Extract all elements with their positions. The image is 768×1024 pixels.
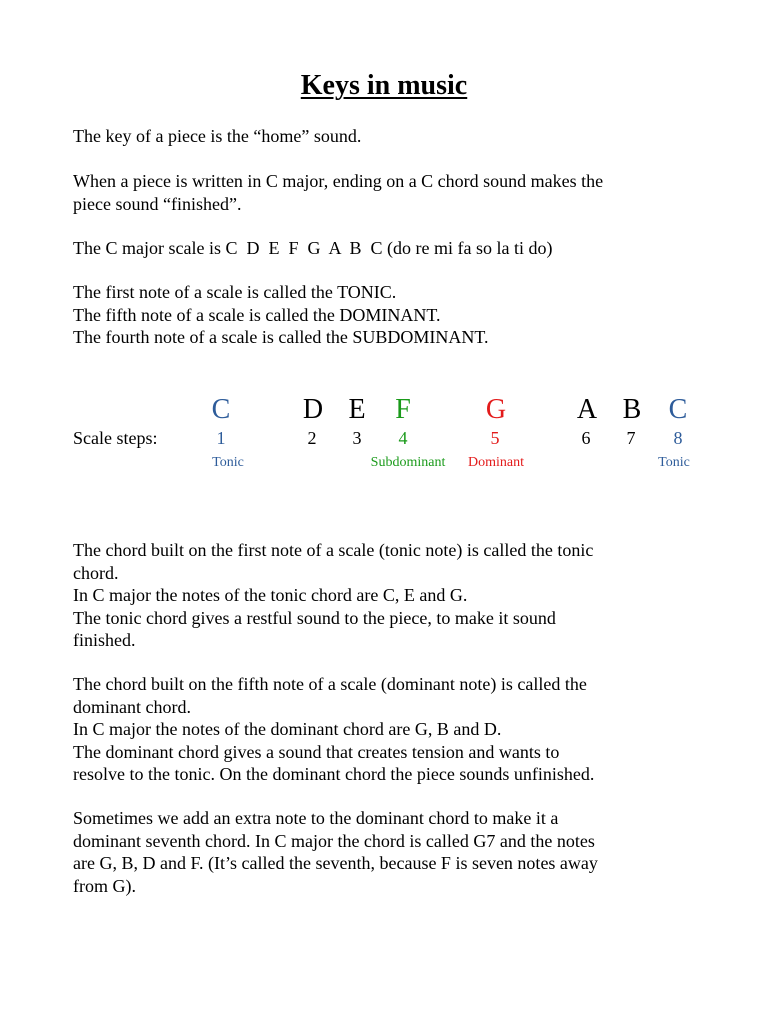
step-6: 6 bbox=[581, 428, 591, 448]
note-a: A bbox=[576, 394, 598, 425]
label-tonic: Tonic bbox=[212, 455, 244, 470]
note-g-dominant: G bbox=[485, 394, 507, 425]
text-line: The fifth note of a scale is called the DOMINANT. bbox=[73, 304, 441, 325]
note-c-tonic-octave: C bbox=[668, 394, 688, 425]
definitions-paragraph bbox=[73, 281, 713, 349]
step-4: 4 bbox=[398, 428, 408, 448]
page-title: Keys in music bbox=[300, 70, 468, 101]
text-line: The key of a piece is the “home” sound. bbox=[73, 126, 362, 146]
text-line: The C major scale is C D E F G A B C (do re mi fa so la ti do) bbox=[73, 238, 553, 258]
label-tonic-octave: Tonic bbox=[658, 455, 690, 470]
step-7: 7 bbox=[626, 428, 636, 448]
text-line: dominant chord. bbox=[73, 696, 191, 717]
label-subdominant: Subdominant bbox=[370, 455, 446, 470]
scale-steps-label: Scale steps: bbox=[73, 428, 158, 448]
text-line: chord. bbox=[73, 562, 119, 583]
note-b: B bbox=[622, 394, 642, 425]
dominant-chord-paragraph bbox=[73, 673, 713, 786]
intro-paragraph-1 bbox=[73, 125, 713, 148]
text-line: When a piece is written in C major, ending on a C chord sound makes the bbox=[73, 171, 604, 191]
step-5: 5 bbox=[490, 428, 500, 448]
tonic-chord-paragraph bbox=[73, 539, 713, 652]
text-line: The chord built on the first note of a scale (tonic note) is called the tonic bbox=[73, 540, 594, 560]
text-line: In C major the notes of the tonic chord are C, E and G. bbox=[73, 585, 468, 605]
note-f-subdominant: F bbox=[395, 394, 411, 425]
text-line: The chord built on the fifth note of a scale (dominant note) is called the bbox=[73, 674, 587, 694]
step-3: 3 bbox=[352, 428, 362, 448]
step-2: 2 bbox=[307, 428, 317, 448]
text-line: piece sound “finished”. bbox=[73, 193, 242, 214]
text-line: resolve to the tonic. On the dominant chord the piece sounds unfinished. bbox=[73, 764, 595, 784]
text-line: The tonic chord gives a restful sound to the piece, to make it sound bbox=[73, 607, 556, 628]
text-line: The dominant chord gives a sound that creates tension and wants to bbox=[73, 741, 560, 762]
dominant-seventh-paragraph bbox=[73, 807, 713, 897]
step-1: 1 bbox=[216, 428, 226, 448]
text-line: Sometimes we add an extra note to the dominant chord to make it a bbox=[73, 808, 559, 828]
text-line: dominant seventh chord. In C major the chord is called G7 and the notes bbox=[73, 830, 595, 851]
intro-paragraph-2 bbox=[73, 170, 713, 215]
text-line: The fourth note of a scale is called the SUBDOMINANT. bbox=[73, 327, 489, 347]
text-line: In C major the notes of the dominant chord are G, B and D. bbox=[73, 719, 502, 739]
note-d: D bbox=[302, 394, 324, 425]
text-line: The first note of a scale is called the TONIC. bbox=[73, 282, 397, 302]
note-c-tonic: C bbox=[211, 394, 231, 425]
text-line: are G, B, D and F. (It’s called the seventh, because F is seven notes away bbox=[73, 853, 598, 873]
label-dominant: Dominant bbox=[468, 455, 524, 470]
step-8: 8 bbox=[673, 428, 683, 448]
text-line: from G). bbox=[73, 875, 136, 896]
scale-paragraph bbox=[73, 237, 713, 260]
text-line: finished. bbox=[73, 630, 136, 650]
note-e: E bbox=[348, 394, 366, 425]
